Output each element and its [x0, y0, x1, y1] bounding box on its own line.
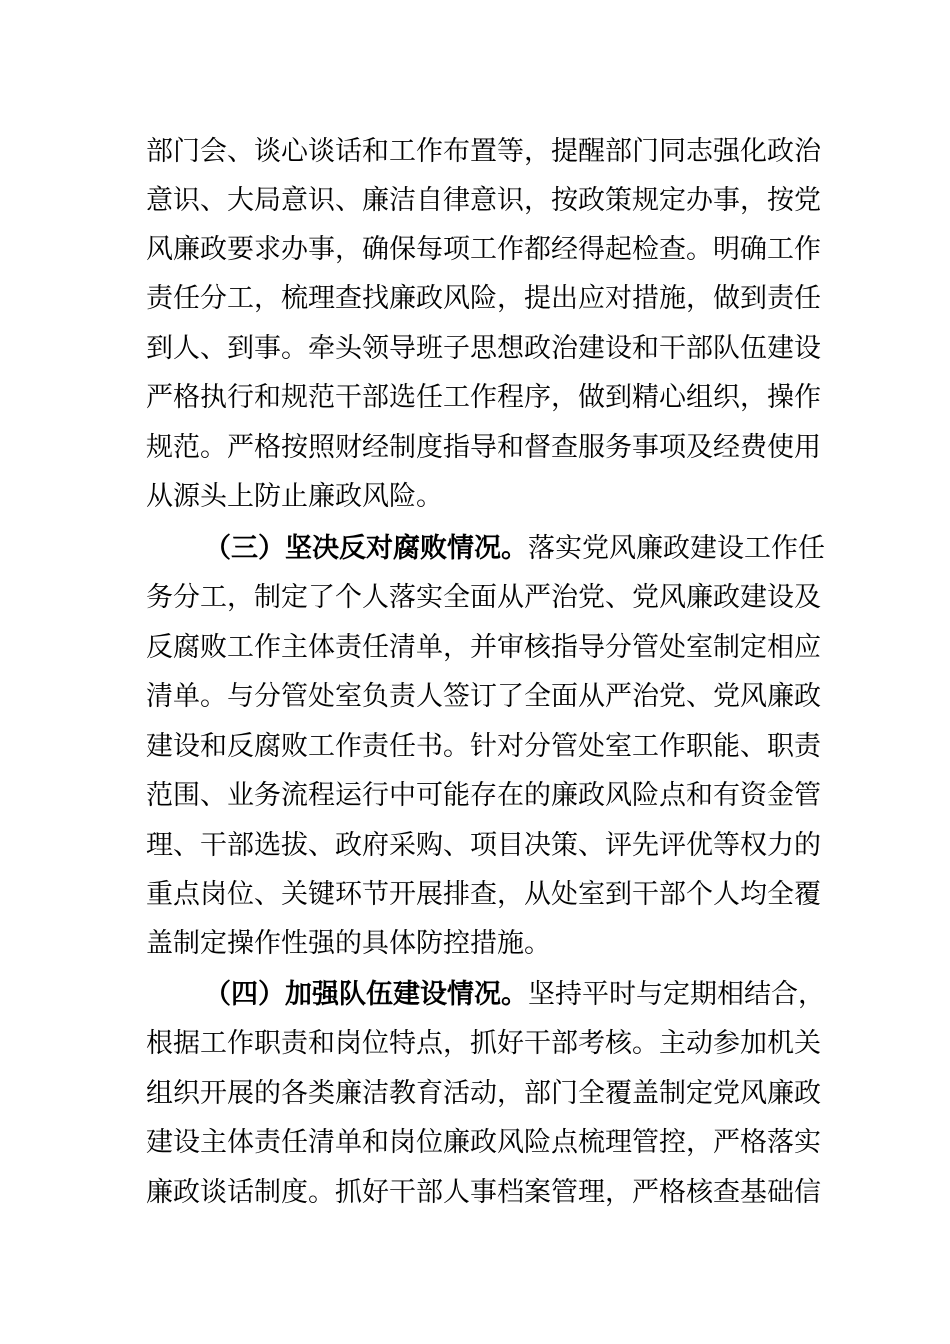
- text-line: 严格执行和规范干部选任工作程序，做到精心组织，操作: [146, 382, 821, 413]
- text-line: 组织开展的各类廉洁教育活动，部门全覆盖制定党风廉政: [146, 1078, 821, 1109]
- text-line: 理、干部选拔、政府采购、项目决策、评先评优等权力的: [146, 830, 821, 861]
- paragraph-first-line: [204, 524, 826, 574]
- paragraph-first-line: [204, 970, 826, 1020]
- text-line: 意识、大局意识、廉洁自律意识，按政策规定办事，按党: [146, 185, 821, 216]
- text-line: 廉政谈话制度。抓好干部人事档案管理，严格核查基础信: [146, 1177, 821, 1208]
- text-line: 范围、业务流程运行中可能存在的廉政风险点和有资金管: [146, 780, 821, 811]
- text-line: 部门会、谈心谈话和工作布置等，提醒部门同志强化政治: [146, 136, 821, 167]
- text-line: 规范。严格按照财经制度指导和督查服务事项及经费使用: [146, 432, 821, 463]
- section-heading: （四）加强队伍建设情况。: [204, 979, 528, 1010]
- text-line: 清单。与分管处室负责人签订了全面从严治党、党风廉政: [146, 681, 821, 712]
- text-line: 风廉政要求办事，确保每项工作都经得起检查。明确工作: [146, 234, 821, 265]
- text-line: 建设主体责任清单和岗位廉政风险点梳理管控，严格落实: [146, 1127, 821, 1158]
- text-line: 反腐败工作主体责任清单，并审核指导分管处室制定相应: [146, 632, 821, 663]
- text-run: 坚持平时与定期相结合，: [528, 979, 825, 1010]
- text-line: 盖制定操作性强的具体防控措施。: [146, 928, 551, 959]
- text-line: 从源头上防止廉政风险。: [146, 481, 443, 512]
- text-line: 务分工，制定了个人落实全面从严治党、党风廉政建设及: [146, 582, 821, 613]
- text-run: 落实党风廉政建设工作任: [528, 533, 825, 564]
- text-line: 建设和反腐败工作责任书。针对分管处室工作职能、职责: [146, 731, 821, 762]
- section-heading: （三）坚决反对腐败情况。: [204, 533, 528, 564]
- text-line: 重点岗位、关键环节开展排查，从处室到干部个人均全覆: [146, 879, 821, 910]
- text-line: 根据工作职责和岗位特点，抓好干部考核。主动参加机关: [146, 1028, 821, 1059]
- text-line: 责任分工，梳理查找廉政风险，提出应对措施，做到责任: [146, 283, 821, 314]
- text-line: 到人、到事。牵头领导班子思想政治建设和干部队伍建设: [146, 333, 821, 364]
